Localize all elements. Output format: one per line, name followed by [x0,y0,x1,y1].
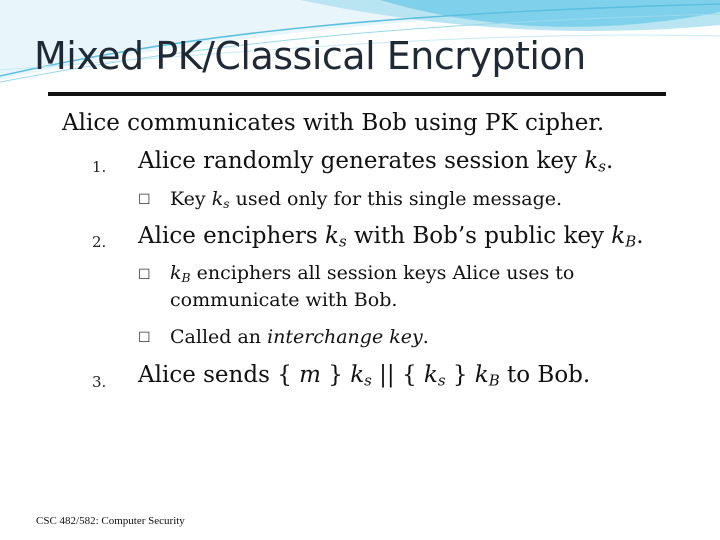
step-2-text [138,223,644,251]
text-segment: || { [371,362,424,388]
text-segment: Called an [170,326,268,348]
text-segment: . [422,326,429,348]
lead-line: Alice communicates with Bob using PK cipher. [62,110,605,136]
text-segment: used only for this single message. [229,188,563,210]
math-sub-var: B [181,271,191,286]
math-sub [438,372,446,390]
step-number: 2. [92,233,107,251]
math-var: k [350,362,365,388]
step-2-subitem-1-continued: communicate with Bob. [170,289,398,311]
text-segment: Alice randomly generates session key [138,148,585,174]
math-sub-var: s [223,197,230,212]
slide-title: Mixed PK/Classical Encryption [34,34,586,78]
step-number: 3. [92,373,107,391]
step-2-subitem-2 [170,326,429,348]
math-sub [364,372,372,390]
text-segment: } [320,362,351,388]
slide-footer: CSC 482/582: Computer Security [36,515,185,527]
text-segment: . [636,223,644,249]
step-3-text [138,362,590,390]
emphasis-text: interchange key [267,326,423,348]
math-var: m [299,362,321,388]
math-var: k [474,362,489,388]
math-var: k [423,362,438,388]
step-1-subitem [170,188,562,211]
math-var: k [170,262,182,284]
math-sub-var: B [488,371,500,390]
text-segment: with Bob’s public key [346,223,612,249]
text-segment: Alice sends { [138,362,300,388]
title-underline [48,92,666,96]
math-sub [489,372,500,390]
math-var: k [611,223,626,249]
checkbox-bullet-icon: ☐ [138,267,151,283]
step-1-text [138,148,613,176]
math-sub [625,233,636,251]
math-sub [339,233,347,251]
math-sub [598,158,606,176]
math-sub-var: s [338,232,347,251]
text-segment: } [445,362,475,388]
math-sub-var: B [625,232,637,251]
math-var: k [325,223,339,249]
math-var: k [211,188,224,210]
checkbox-bullet-icon: ☐ [138,192,151,208]
text-segment: . [605,148,614,174]
step-number: 1. [92,158,107,176]
math-sub-var: s [437,371,446,390]
checkbox-bullet-icon: ☐ [138,330,151,346]
math-var: k [584,148,599,174]
math-sub-var: s [598,157,606,176]
text-segment: enciphers all session keys Alice uses to [190,262,575,284]
text-segment: Alice enciphers [138,223,326,249]
step-2-subitem-1 [170,262,574,285]
math-sub-var: s [364,371,372,390]
text-segment: Key [170,188,212,210]
text-segment: to Bob. [499,362,591,388]
math-sub [182,271,191,285]
